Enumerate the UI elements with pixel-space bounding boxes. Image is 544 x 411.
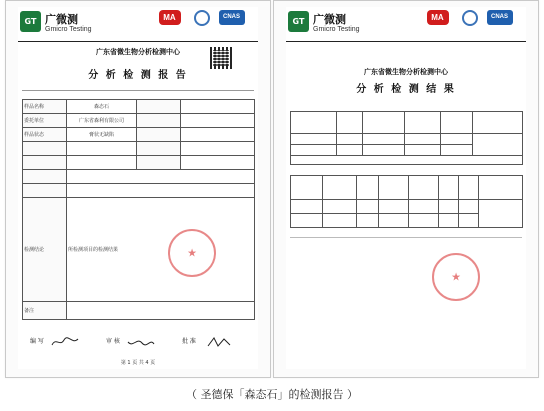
approver-signature — [206, 336, 236, 348]
conclusion-value: 所检测项目的检测结果 — [67, 198, 255, 302]
org-title: 广东省微生物分析检测中心 — [96, 48, 180, 56]
brand-logo-icon: GT — [20, 11, 41, 32]
ilac-seal-icon — [194, 10, 210, 26]
report-header — [286, 7, 526, 42]
editor-label: 编 写 — [30, 338, 44, 345]
brand-name-en: Gmicro Testing — [45, 26, 92, 33]
sample-status-label: 样品状态 — [23, 128, 67, 142]
approver-label: 批 准 — [182, 338, 196, 345]
report-title: 分 析 检 测 报 告 — [88, 70, 188, 81]
cnas-seal-icon: CNAS — [219, 10, 245, 25]
official-stamp — [168, 229, 216, 277]
cma-cert — [424, 10, 451, 25]
cma-cert — [156, 10, 183, 25]
sample-info-table — [22, 99, 255, 320]
official-stamp — [432, 253, 480, 301]
brand-name-en: Gmicro Testing — [313, 26, 360, 33]
ilac-seal-icon — [462, 10, 478, 26]
brand-logo-icon: GT — [288, 11, 309, 32]
cma-seal-icon: MA — [159, 10, 181, 25]
conclusion-label: 检测结论 — [23, 198, 67, 302]
cnas-cert — [486, 10, 513, 25]
editor-signature — [50, 336, 80, 348]
org-title: 广东省微生物分析检测中心 — [364, 68, 448, 76]
brand-name: 广微测 — [45, 13, 78, 26]
cnas-cert — [218, 10, 245, 25]
report-reference-line — [22, 87, 254, 93]
report-results-page — [273, 0, 539, 378]
ilac-cert — [188, 10, 215, 26]
sample-name-value: 森态石 — [67, 100, 137, 114]
report-header — [18, 7, 258, 42]
results-title: 分 析 检 测 结 果 — [356, 84, 456, 95]
report-results-document — [286, 7, 526, 369]
sample-name-label: 样品名称 — [23, 100, 67, 114]
verifier-signature — [126, 336, 156, 348]
results-table-1 — [290, 111, 523, 165]
remarks-label: 备注 — [23, 302, 67, 320]
stamp-star-icon: ★ — [187, 246, 197, 260]
remarks-value — [67, 302, 255, 320]
client-value: 广东省森利有限公司 — [67, 114, 137, 128]
report-cover-page — [5, 0, 271, 378]
qr-code-icon — [210, 47, 232, 69]
client-label: 委托单位 — [23, 114, 67, 128]
report-cover-document — [18, 7, 258, 369]
ilac-cert — [456, 10, 483, 26]
stamp-star-icon: ★ — [451, 270, 461, 284]
results-end-line — [290, 237, 522, 238]
cnas-seal-icon: CNAS — [487, 10, 513, 25]
signature-row — [30, 336, 256, 350]
cma-seal-icon: MA — [427, 10, 449, 25]
results-table-2 — [290, 175, 523, 228]
verifier-label: 审 核 — [106, 338, 120, 345]
brand-name: 广微测 — [313, 13, 346, 26]
sample-status-value: 膏状无缺陷 — [67, 128, 137, 142]
page-number: 第 1 页 共 4 页 — [120, 360, 156, 366]
image-caption: （ 圣德保「森态石」的检测报告 ） — [186, 388, 358, 401]
